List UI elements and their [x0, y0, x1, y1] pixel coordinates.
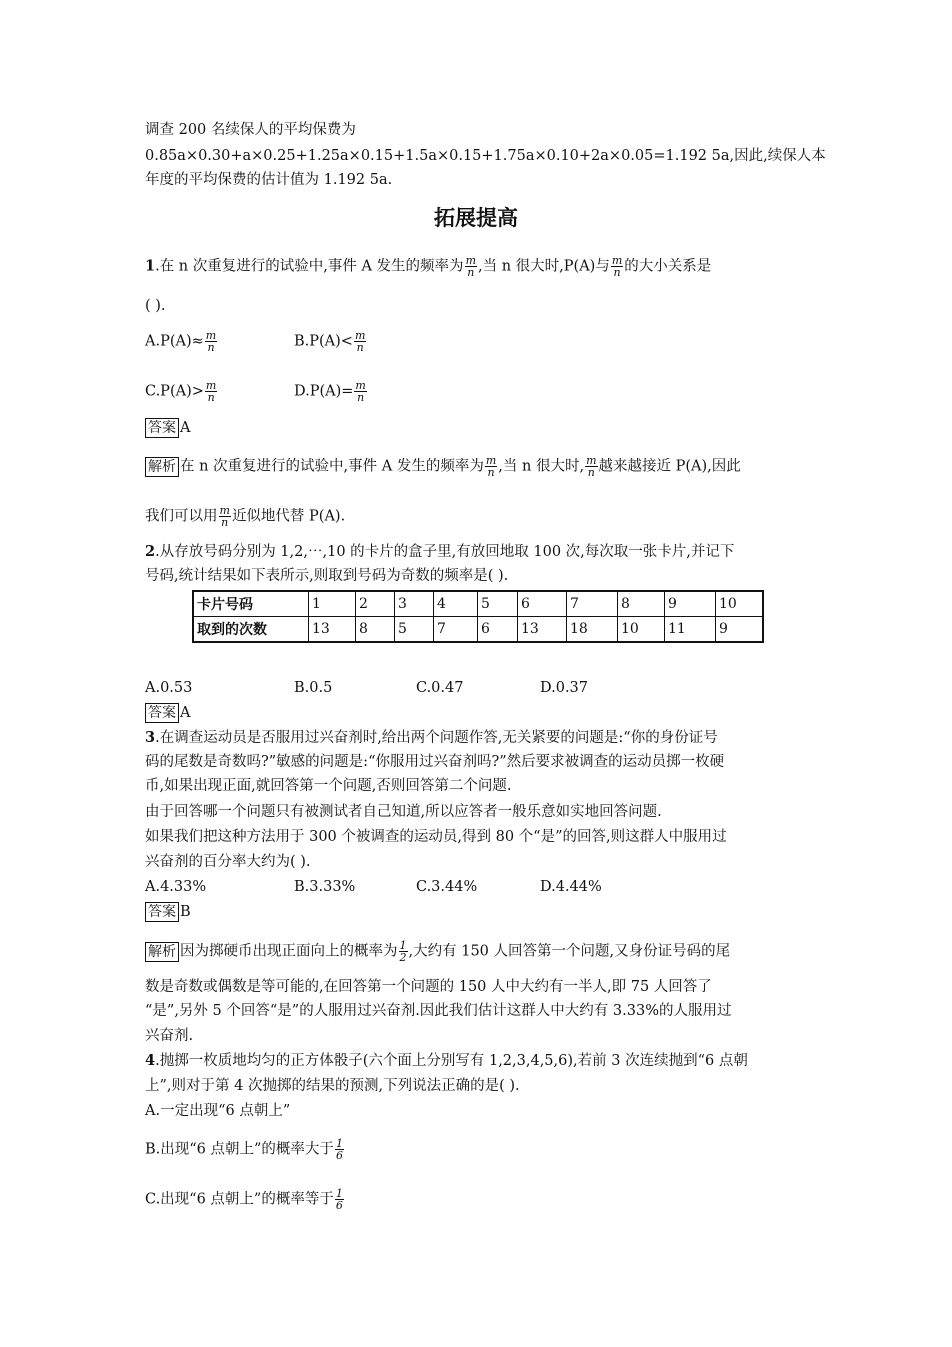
analysis-1: 解析 在 n 次重复进行的试验中,事件 A 发生的频率为 $\frac{m}{n}$ ,当 n 很大时, $\frac{m}{n}$ 越来越接近 P(A),因此 [145, 455, 741, 478]
question-3-line-2: 码的尾数是奇数吗?”敏感的问题是:“你服用过兴奋剂吗?”然后要求被调查的运动员掷一枚硬 [145, 754, 725, 770]
option-a: A.P(A)≈ $\frac{m}{n}$ [145, 329, 217, 354]
analysis-3-line-3: “是”,另外 5 个回答“是”的人服用过兴奋剂.因此我们估计这群人中大约有 3.33%的人服用过 [145, 1003, 732, 1019]
option-d: D.4.44% [540, 879, 602, 895]
prev-solution-line-1: 调查 200 名续保人的平均保费为 [145, 122, 356, 138]
option-d: D.P(A)= $\frac{m}{n}$ [294, 379, 366, 404]
question-4: 4.抛掷一枚质地均匀的正方体骰子(六个面上分别写有 1,2,3,4,5,6),若前 3 次连续抛到“6 点朝 [145, 1052, 748, 1069]
answer-3: 答案 B [145, 902, 191, 922]
question-3-line-3: 币,如果出现正面,就回答第一个问题,否则回答第二个问题. [145, 778, 512, 794]
analysis-label: 解析 [145, 457, 179, 477]
option-b: B.出现“6 点朝上”的概率大于 $\frac{1}{6}$ [145, 1137, 343, 1162]
option-b: B.0.5 [294, 680, 333, 696]
table-row: 取到的次数 13 8 5 7 6 13 18 10 11 9 [193, 617, 763, 643]
section-title: 拓展提高 [434, 206, 518, 230]
fraction-m-over-n: $\frac{m}{n}$ [465, 254, 476, 279]
table-header: 取到的次数 [193, 617, 309, 643]
question-3-line-5: 如果我们把这种方法用于 300 个被调查的运动员,得到 80 个“是”的回答,则这群人中服用过 [145, 829, 727, 845]
option-d: D.0.37 [540, 680, 589, 696]
option-c: C.P(A)> $\frac{m}{n}$ [145, 379, 217, 404]
answer-2: 答案 A [145, 703, 190, 723]
question-4-line-2: 上”,则对于第 4 次抛掷的结果的预测,下列说法正确的是( ). [145, 1078, 520, 1094]
analysis-3-line-2: 数是奇数或偶数是等可能的,在回答第一个问题的 150 人中大约有一半人,即 75 人回答了 [145, 979, 712, 995]
option-b: B.P(A)< $\frac{m}{n}$ [294, 329, 366, 354]
question-3-line-4: 由于回答哪一个问题只有被测试者自己知道,所以应答者一般乐意如实地回答问题. [145, 804, 662, 820]
question-1-paren: ( ). [145, 298, 166, 314]
question-1: 1.在 n 次重复进行的试验中,事件 A 发生的频率为 $\frac{m}{n}$ ,当 n 很大时,P(A)与 $\frac{m}{n}$ 的大小关系是 [145, 254, 712, 279]
question-2-line-2: 号码,统计结果如下表所示,则取到号码为奇数的频率是( ). [145, 568, 509, 584]
option-a: A.一定出现“6 点朝上” [145, 1103, 291, 1119]
analysis-3-line-4: 兴奋剂. [145, 1028, 194, 1044]
question-number: 1 [145, 257, 156, 275]
option-c: C.0.47 [416, 680, 464, 696]
answer-label: 答案 [145, 418, 179, 438]
option-c: C.3.44% [416, 879, 478, 895]
analysis-1-line-2: 我们可以用 $\frac{m}{n}$ 近似地代替 P(A). [145, 504, 346, 529]
table-header: 卡片号码 [193, 591, 309, 617]
fraction-m-over-n: $\frac{m}{n}$ [611, 254, 623, 279]
answer-1: 答案 A [145, 418, 190, 438]
question-3: 3.在调查运动员是否服用过兴奋剂时,给出两个问题作答,无关紧要的问题是:“你的身份证号 [145, 729, 718, 746]
table-row: 卡片号码 1 2 3 4 5 6 7 8 9 10 [193, 591, 763, 617]
option-c: C.出现“6 点朝上”的概率等于 $\frac{1}{6}$ [145, 1187, 343, 1212]
question-2: 2.从存放号码分别为 1,2,⋯,10 的卡片的盒子里,有放回地取 100 次,每次取一张卡片,并记下 [145, 543, 735, 560]
analysis-3: 解析 因为掷硬币出现正面向上的概率为 $\frac{1}{2}$ ,大约有 150 人回答第一个问题,又身份证号码的尾 [145, 940, 730, 963]
prev-solution-line-3: 年度的平均保费的估计值为 1.192 5a. [145, 172, 393, 188]
prev-solution-line-2: 0.85a×0.30+a×0.25+1.25a×0.15+1.5a×0.15+1.75a×0.10+2a×0.05=1.192 5a,因此,续保人本 [145, 148, 826, 164]
question-3-line-6: 兴奋剂的百分率大约为( ). [145, 854, 311, 870]
option-a: A.4.33% [145, 879, 207, 895]
card-table [192, 590, 764, 643]
option-b: B.3.33% [294, 879, 356, 895]
option-a: A.0.53 [145, 680, 193, 696]
